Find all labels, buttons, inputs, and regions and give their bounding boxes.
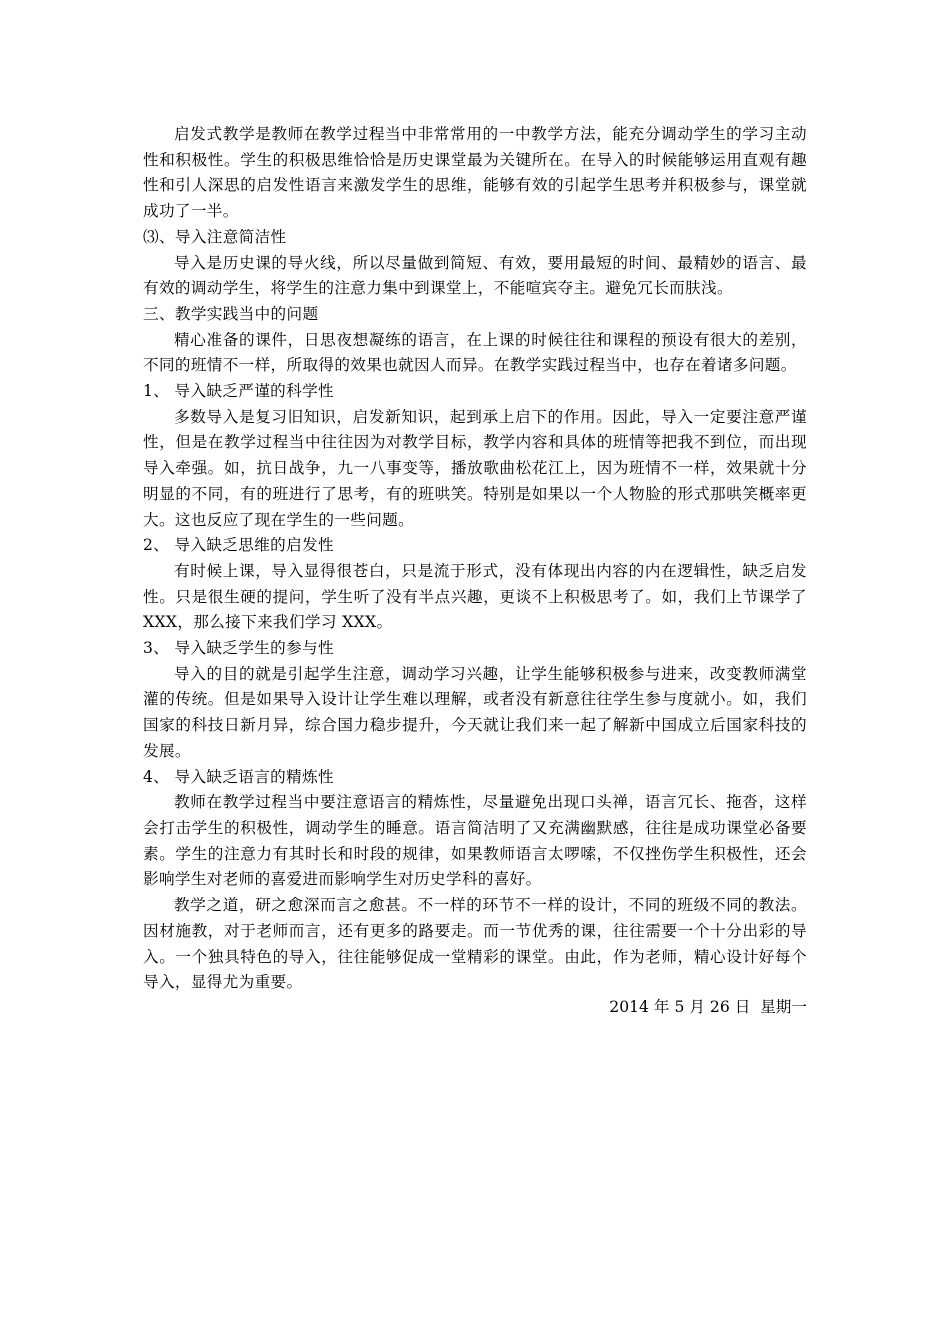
heading-problem-2: 2、 导入缺乏思维的启发性 [143, 536, 334, 555]
paragraph-conciseness: 导入是历史课的导火线，所以尽量做到简短、有效，要用最短的时间、最精妙的语言、最有效的调动学生，将学生的注意力集中到课堂上，不能喧宾夺主。避免冗长而肤浅。 [143, 253, 807, 298]
paragraph-problem-1: 多数导入是复习旧知识，启发新知识，起到承上启下的作用。因此，导入一定要注意严谨性，但是在教学过程当中往往因为对教学目标，教学内容和具体的班情等把我不到位，而出现导入牵强。如，抗日战争，九一八事变等，播放歌曲松花江上，因为班情不一样，效果就十分明显的不同，有的班进行了思考，有的班哄笑。特别是如果以一个人物脸的形式那哄笑概率更大。这也反应了现在学生的一些问题。 [143, 407, 807, 529]
paragraph-problem-3: 导入的目的就是引起学生注意，调动学习兴趣，让学生能够积极参与进来，改变教师满堂灌的传统。但是如果导入设计让学生难以理解，或者没有新意往往学生参与度就小。如，我们国家的科技日新月异，综合国力稳步提升，今天就让我们来一起了解新中国成立后国家科技的发展。 [143, 664, 807, 760]
heading-problem-1: 1、 导入缺乏严谨的科学性 [143, 382, 334, 401]
paragraph-problem-2: 有时候上课，导入显得很苍白，只是流于形式，没有体现出内容的内在逻辑性，缺乏启发性。只是很生硬的提问，学生听了没有半点兴趣，更谈不上积极思考了。如，我们上节课学了XXX，那么接下来我们学习 XXX。 [143, 561, 807, 632]
paragraph-problem-4: 教师在教学过程当中要注意语言的精炼性，尽量避免出现口头禅，语言冗长、拖沓，这样会打击学生的积极性，调动学生的睡意。语言简洁明了又充满幽默感，往往是成功课堂必备要素。学生的注意力有其时长和时段的规律，如果教师语言太啰嗦，不仅挫伤学生积极性，还会影响学生对老师的喜爱进而影响学生对历史学科的喜好。 [143, 793, 807, 889]
document-body [143, 122, 807, 996]
paragraph-practice-problems: 精心准备的课件，日思夜想凝练的语言，在上课的时候往往和课程的预设有很大的差别，不同的班情不一样，所取得的效果也就因人而异。在教学实践过程当中，也存在着诸多问题。 [143, 330, 807, 375]
document-date: 2014 年 5 月 26 日 星期一 [609, 998, 807, 1016]
heading-problem-3: 3、 导入缺乏学生的参与性 [143, 639, 334, 658]
paragraph-heuristic-teaching: 启发式教学是教师在教学过程当中非常常用的一中教学方法，能充分调动学生的学习主动性和积极性。学生的积极思维恰恰是历史课堂最为关键所在。在导入的时候能够运用直观有趣性和引人深思的启发性语言来激发学生的思维，能够有效的引起学生思考并积极参与，课堂就成功了一半。 [143, 125, 807, 221]
heading-problem-4: 4、 导入缺乏语言的精炼性 [143, 767, 334, 786]
heading-conciseness: ⑶、导入注意简洁性 [143, 227, 287, 246]
paragraph-conclusion: 教学之道，研之愈深而言之愈甚。不一样的环节不一样的设计，不同的班级不同的教法。因材施教，对于老师而言，还有更多的路要走。而一节优秀的课，往往需要一个十分出彩的导入。一个独具特色的导入，往往能够促成一堂精彩的课堂。由此，作为老师，精心设计好每个导入，显得尤为重要。 [143, 896, 807, 992]
heading-practice-problems: 三、教学实践当中的问题 [143, 304, 319, 323]
